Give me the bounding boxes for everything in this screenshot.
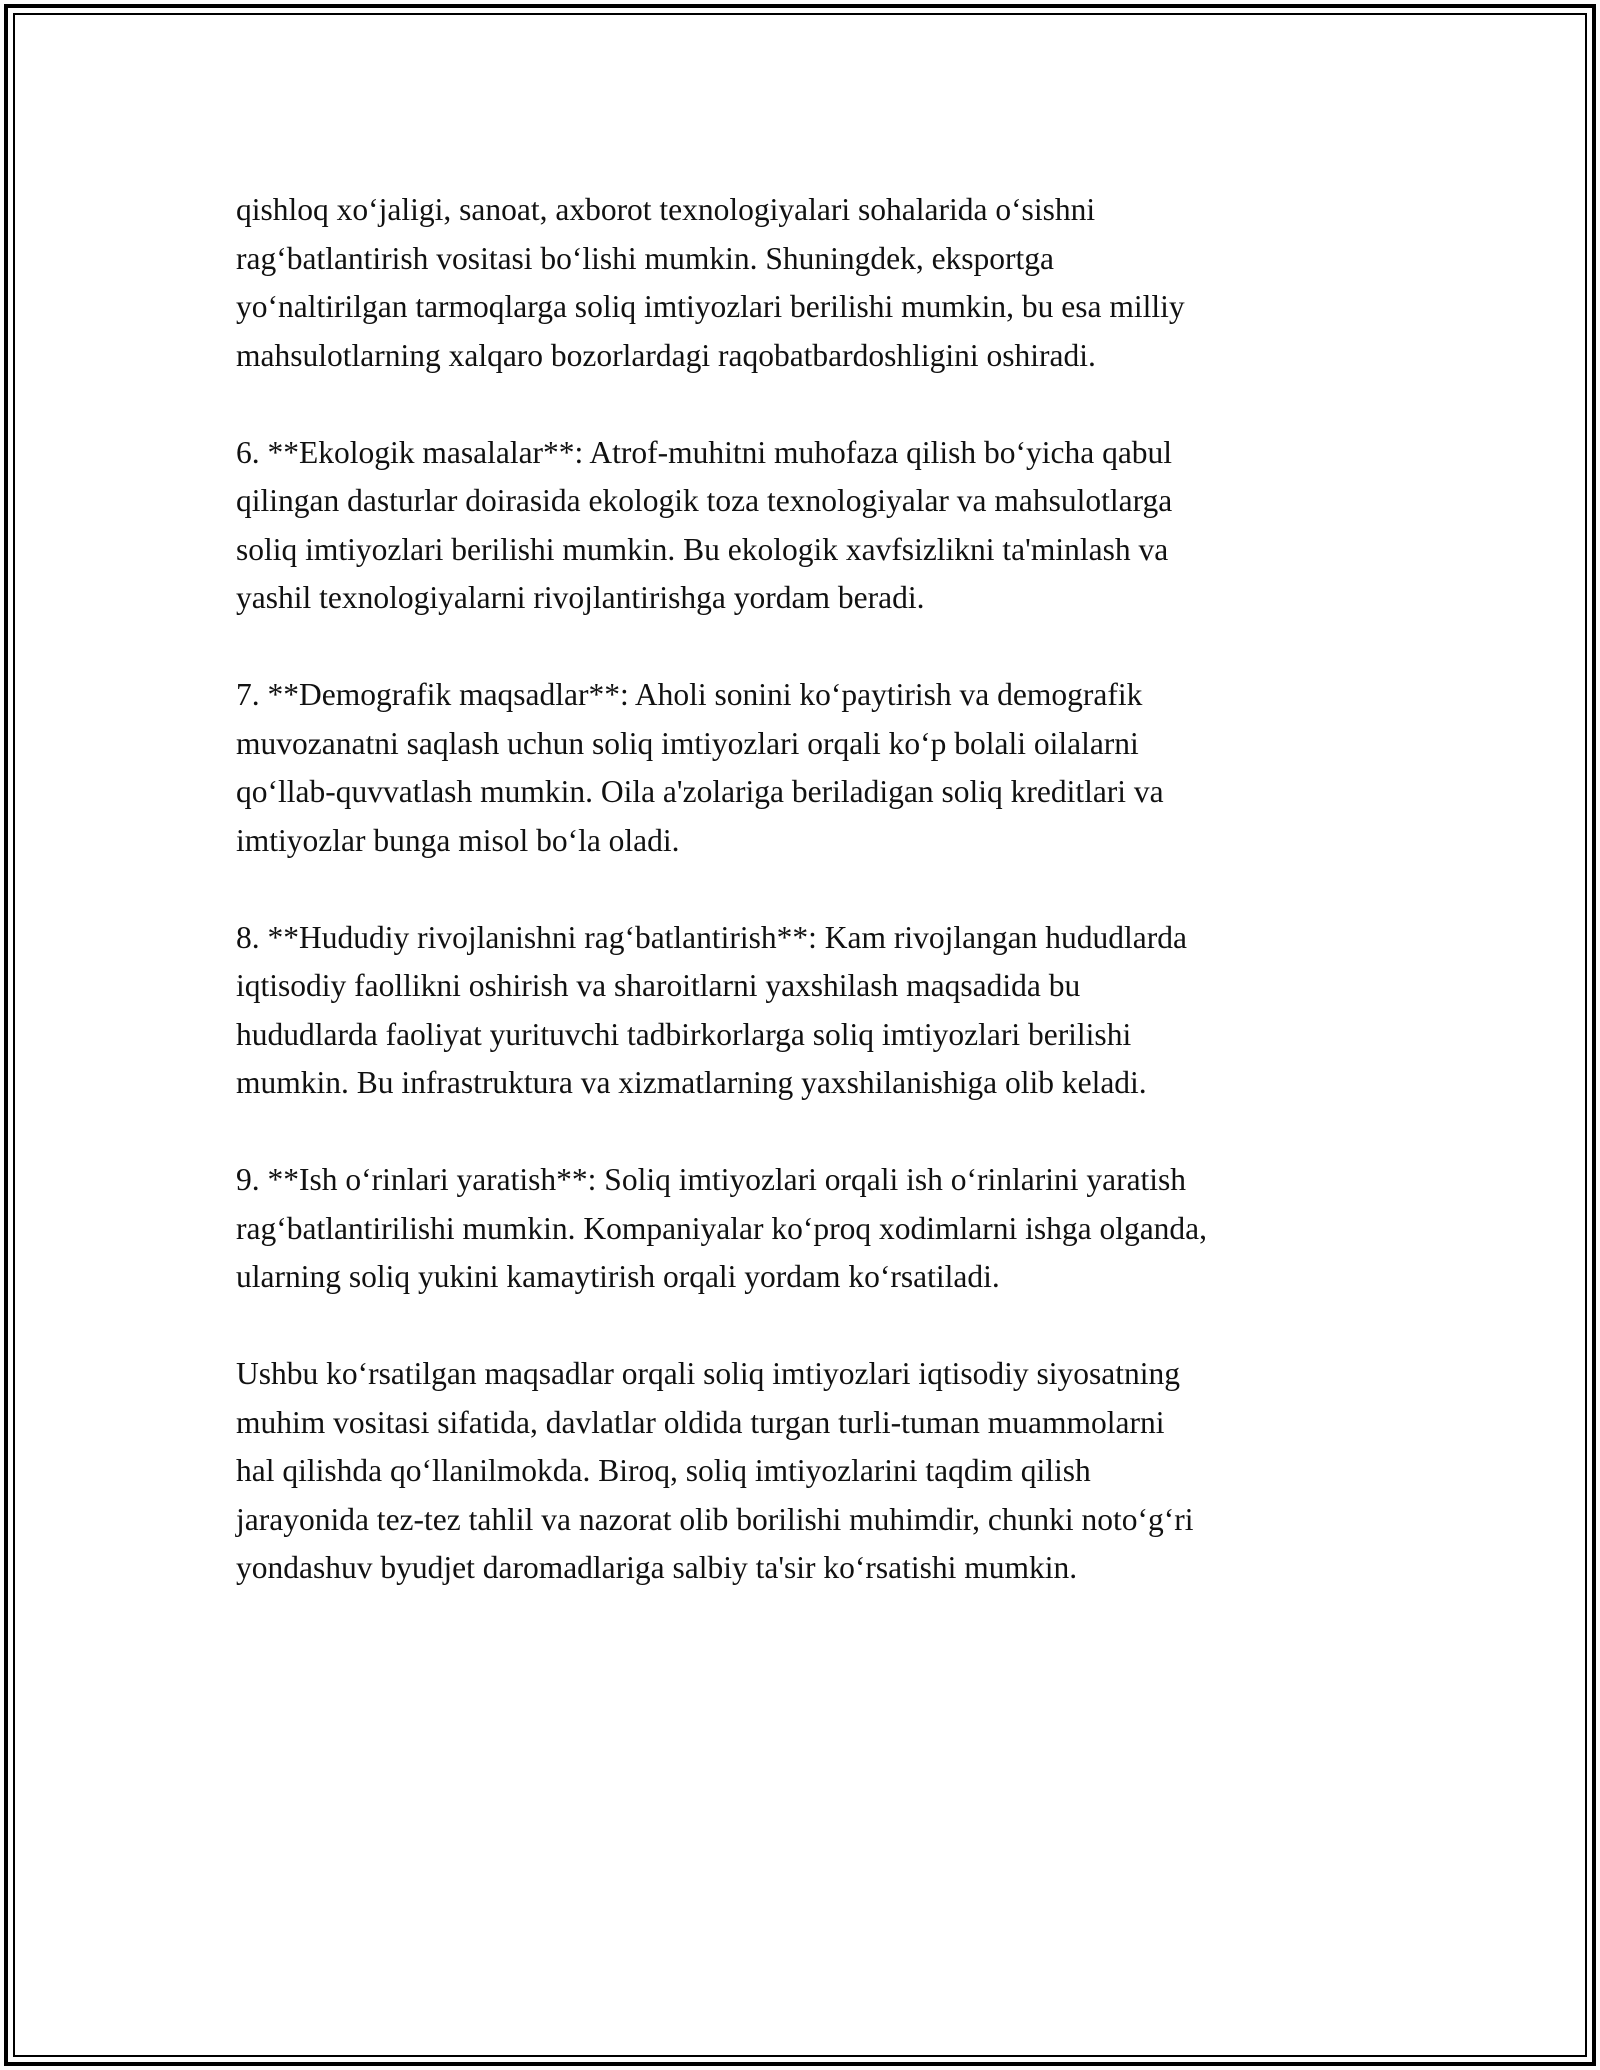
text-line: yondashuv byudjet daromadlariga salbiy ta'sir ko‘rsatishi mumkin.: [236, 1550, 1078, 1585]
text-line: yo‘naltirilgan tarmoqlarga soliq imtiyozlari berilishi mumkin, bu esa milliy: [236, 289, 1185, 324]
text-line: yashil texnologiyalarni rivojlantirishga yordam beradi.: [236, 580, 925, 615]
paragraph-conclusion: [236, 1350, 1376, 1593]
text-line: 7. **Demografik maqsadlar**: Aholi sonini ko‘paytirish va demografik: [236, 677, 1143, 712]
paragraph-item-9: [236, 1156, 1376, 1302]
paragraph-item-6: [236, 429, 1376, 623]
text-line: jarayonida tez-tez tahlil va nazorat olib borilishi muhimdir, chunki noto‘g‘ri: [236, 1501, 1194, 1537]
paragraph-item-8: [236, 914, 1376, 1108]
text-line: imtiyozlar bunga misol bo‘la oladi.: [236, 822, 680, 858]
text-line: qishloq xo‘jaligi, sanoat, axborot texnologiyalari sohalarida o‘sishni: [236, 192, 1096, 227]
text-line: hal qilishda qo‘llanilmokda. Biroq, soliq imtiyozlarini taqdim qilish: [236, 1453, 1091, 1488]
text-line: rag‘batlantirilishi mumkin. Kompaniyalar ko‘proq xodimlarni ishga olganda,: [236, 1210, 1208, 1246]
text-line: rag‘batlantirish vositasi bo‘lishi mumkin. Shuningdek, eksportga: [236, 240, 1055, 276]
text-line: muhim vositasi sifatida, davlatlar oldida turgan turli-tuman muammolarni: [236, 1404, 1165, 1440]
text-line: mumkin. Bu infrastruktura va xizmatlarning yaxshilanishiga olib keladi.: [236, 1065, 1147, 1100]
text-line: ularning soliq yukini kamaytirish orqali yordam ko‘rsatiladi.: [236, 1259, 1000, 1294]
text-line: hududlarda faoliyat yurituvchi tadbirkorlarga soliq imtiyozlari berilishi: [236, 1016, 1132, 1052]
paragraph-item-7: [236, 671, 1376, 865]
text-line: soliq imtiyozlari berilishi mumkin. Bu ekologik xavfsizlikni ta'minlash va: [236, 531, 1169, 567]
text-line: 8. **Hududiy rivojlanishni rag‘batlantirish**: Kam rivojlangan hududlarda: [236, 919, 1187, 955]
text-line: Ushbu ko‘rsatilgan maqsadlar orqali soliq imtiyozlari iqtisodiy siyosatning: [236, 1356, 1181, 1391]
document-body: [236, 186, 1376, 1641]
text-line: qilingan dasturlar doirasida ekologik toza texnologiyalar va mahsulotlarga: [236, 483, 1173, 518]
text-line: 6. **Ekologik masalalar**: Atrof-muhitni muhofaza qilish bo‘yicha qabul: [236, 434, 1173, 470]
text-line: 9. **Ish o‘rinlari yaratish**: Soliq imtiyozlari orqali ish o‘rinlarini yaratish: [236, 1162, 1187, 1197]
paragraph-intro-continuation: [236, 186, 1376, 380]
text-line: qo‘llab-quvvatlash mumkin. Oila a'zolariga beriladigan soliq kreditlari va: [236, 774, 1164, 809]
text-line: iqtisodiy faollikni oshirish va sharoitlarni yaxshilash maqsadida bu: [236, 968, 1081, 1003]
text-line: mahsulotlarning xalqaro bozorlardagi raqobatbardoshligini oshiradi.: [236, 337, 1096, 373]
text-line: muvozanatni saqlash uchun soliq imtiyozlari orqali ko‘p bolali oilalarni: [236, 725, 1139, 761]
